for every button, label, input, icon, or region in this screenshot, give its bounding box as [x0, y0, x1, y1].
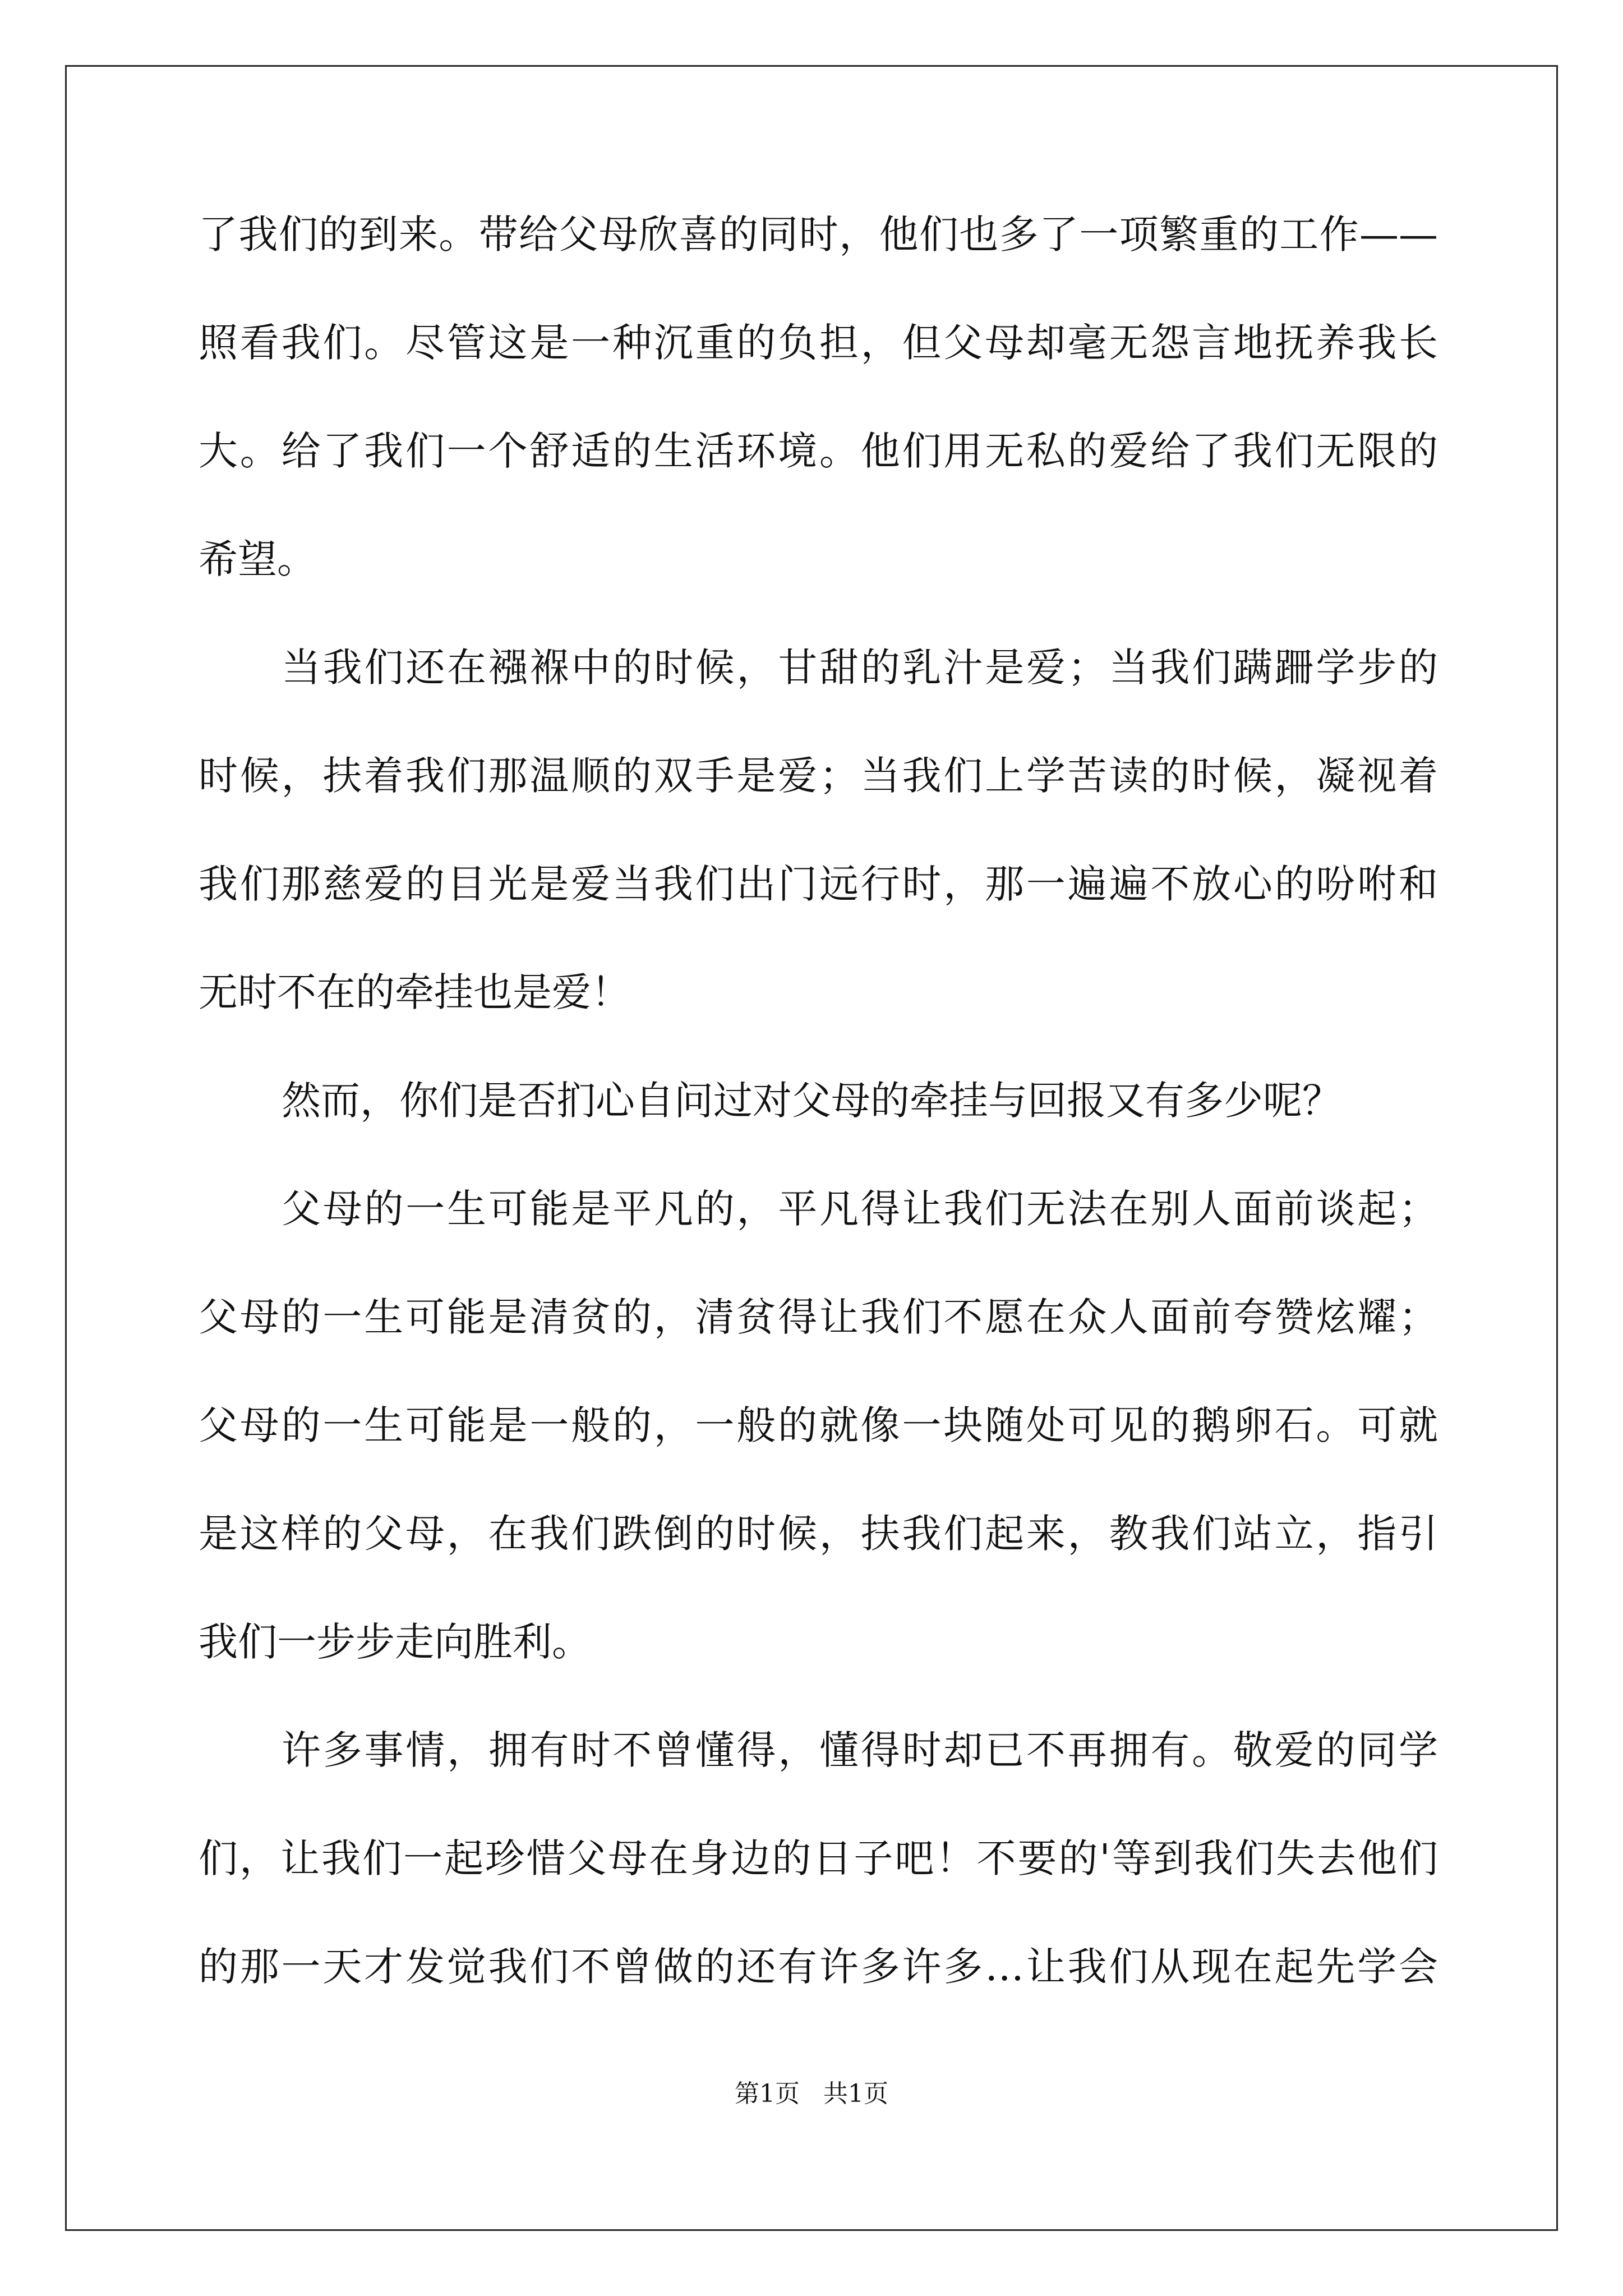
- page-footer: [0, 2073, 1623, 2109]
- text-line-15: 许多事情，拥有时不曾懂得，懂得时却已不再拥有。敬爱的同学: [282, 1727, 1438, 1773]
- text-line-4: 希望。: [199, 536, 316, 582]
- text-line-8: 无时不在的牵挂也是爱！: [199, 969, 630, 1015]
- page-number: 第1页: [735, 2079, 800, 2108]
- text-line-11: 父母的一生可能是清贫的，清贫得让我们不愿在众人面前夸赞炫耀；: [199, 1294, 1438, 1340]
- page-total: 共1页: [823, 2079, 888, 2108]
- text-line-3: 大。给了我们一个舒适的生活环境。他们用无私的爱给了我们无限的: [199, 428, 1438, 474]
- text-line-14: 我们一步步走向胜利。: [199, 1619, 591, 1665]
- text-line-16: 们，让我们一起珍惜父母在身边的日子吧！不要的'等到我们失去他们: [199, 1835, 1438, 1881]
- document-body: [199, 181, 1438, 2021]
- text-line-6: 时候，扶着我们那温顺的双手是爱；当我们上学苦读的时候，凝视着: [199, 753, 1438, 799]
- text-line-9: 然而，你们是否扪心自问过对父母的牵挂与回报又有多少呢？: [282, 1078, 1341, 1124]
- text-line-17: 的那一天才发觉我们不曾做的还有许多许多…让我们从现在起先学会: [199, 1944, 1438, 1990]
- text-line-13: 是这样的父母，在我们跌倒的时候，扶我们起来，教我们站立，指引: [199, 1511, 1438, 1557]
- text-line-7: 我们那慈爱的目光是爱当我们出门远行时，那一遍遍不放心的吩咐和: [199, 861, 1438, 907]
- text-line-5: 当我们还在襁褓中的时候，甘甜的乳汁是爱；当我们蹒跚学步的: [282, 645, 1438, 691]
- text-line-12: 父母的一生可能是一般的，一般的就像一块随处可见的鹅卵石。可就: [199, 1402, 1438, 1448]
- text-line-10: 父母的一生可能是平凡的，平凡得让我们无法在别人面前谈起；: [282, 1186, 1438, 1232]
- text-line-2: 照看我们。尽管这是一种沉重的负担，但父母却毫无怨言地抚养我长: [199, 320, 1438, 366]
- text-line-1: 了我们的到来。带给父母欣喜的同时，他们也多了一项繁重的工作——: [199, 211, 1438, 257]
